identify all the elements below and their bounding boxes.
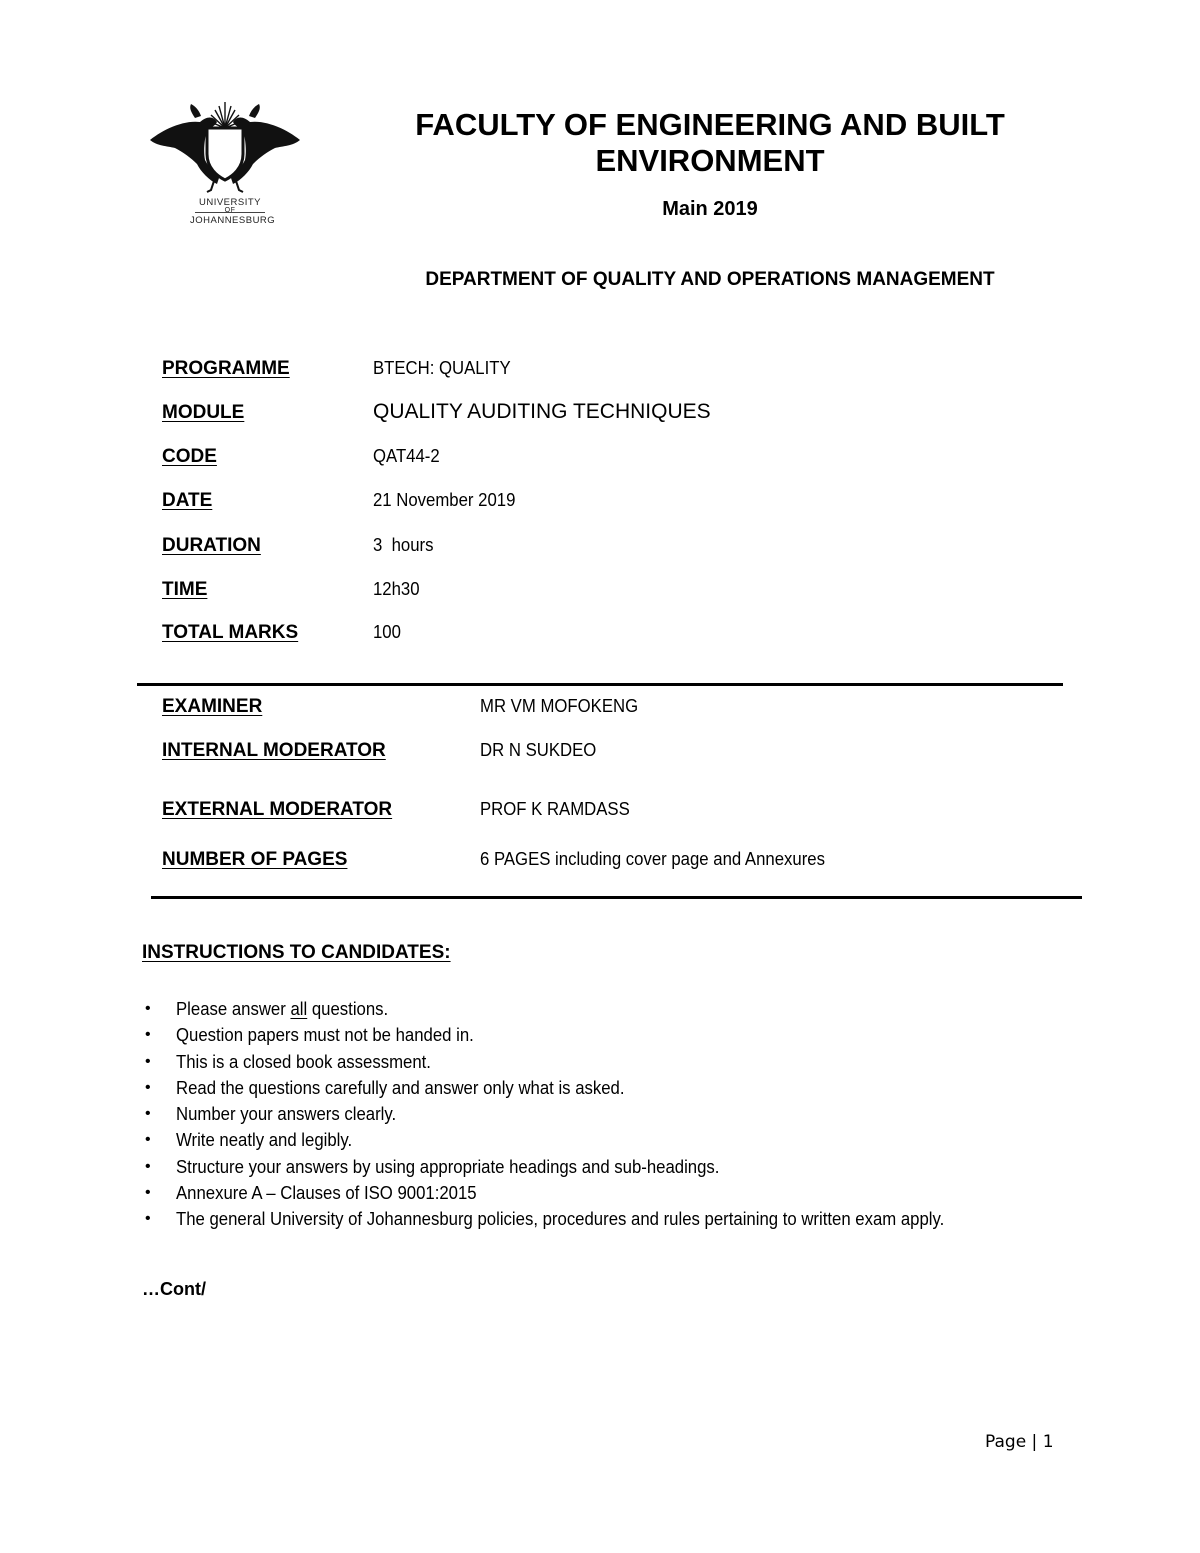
instruction-text-before: Please answer — [176, 999, 291, 1019]
number-of-pages-label: NUMBER OF PAGES — [162, 849, 348, 870]
bullet-icon: • — [145, 1078, 151, 1096]
instruction-item — [142, 1102, 1102, 1128]
duration-label: DURATION — [162, 535, 261, 556]
instruction-text — [176, 997, 388, 1021]
number-of-pages-value: 6 PAGES including cover page and Annexures — [480, 849, 825, 869]
instruction-item — [142, 1023, 1102, 1049]
code-value: QAT44-2 — [373, 446, 440, 466]
bullet-icon: • — [145, 1184, 151, 1202]
page-number: Page | 1 — [985, 1432, 1054, 1452]
instruction-item — [142, 1155, 1102, 1181]
section-divider-top — [137, 683, 1063, 686]
total-marks-label: TOTAL MARKS — [162, 622, 299, 643]
internal-moderator-label: INTERNAL MODERATOR — [162, 740, 386, 761]
faculty-title-line2: ENVIRONMENT — [595, 143, 825, 178]
instruction-item — [142, 997, 1102, 1023]
continuation-marker: …Cont/ — [142, 1279, 206, 1299]
instruction-text: Write neatly and legibly. — [176, 1130, 353, 1151]
examiner-label: EXAMINER — [162, 696, 263, 717]
instruction-text: Read the questions carefully and answer only what is asked. — [176, 1077, 625, 1098]
bullet-icon: • — [145, 1105, 151, 1123]
instruction-item — [142, 1128, 1102, 1154]
instruction-item — [142, 1181, 1102, 1207]
internal-moderator-value: DR N SUKDEO — [480, 740, 597, 760]
programme-value: BTECH: QUALITY — [373, 358, 511, 378]
instruction-text: Annexure A – Clauses of ISO 9001:2015 — [176, 1183, 477, 1204]
instructions-heading: INSTRUCTIONS TO CANDIDATES: — [142, 942, 451, 963]
bullet-icon: • — [145, 1052, 151, 1070]
department-title: DEPARTMENT OF QUALITY AND OPERATIONS MANAGEMENT — [425, 269, 995, 290]
faculty-title-line1: FACULTY OF ENGINEERING AND BUILT — [415, 107, 1005, 142]
time-value: 12h30 — [373, 579, 420, 599]
instruction-item — [142, 1207, 1102, 1233]
instructions-list — [142, 997, 1102, 1234]
code-label: CODE — [162, 446, 217, 467]
instruction-text: Number your answers clearly. — [176, 1104, 397, 1125]
examiner-value: MR VM MOFOKENG — [480, 696, 639, 716]
bullet-icon: • — [145, 1210, 151, 1228]
instruction-text: Structure your answers by using appropriate headings and sub-headings. — [176, 1156, 720, 1177]
logo-text-line3: JOHANNESBURG — [190, 215, 276, 226]
module-label: MODULE — [162, 402, 245, 423]
instruction-item — [142, 1050, 1102, 1076]
instruction-text: Question papers must not be handed in. — [176, 1025, 474, 1046]
instruction-text-after: questions. — [307, 999, 389, 1019]
external-moderator-label: EXTERNAL MODERATOR — [162, 799, 393, 820]
bullet-icon: • — [145, 1026, 151, 1044]
section-divider-bottom — [151, 896, 1082, 899]
instruction-emphasis: all — [290, 999, 308, 1019]
logo-text-line2: OF — [224, 207, 236, 214]
instruction-text: The general University of Johannesburg policies, procedures and rules pertaining to written exam apply. — [176, 1209, 945, 1230]
date-value: 21 November 2019 — [373, 490, 516, 510]
bullet-icon: • — [145, 1000, 151, 1017]
instruction-item — [142, 1076, 1102, 1102]
instruction-text: This is a closed book assessment. — [176, 1051, 431, 1072]
logo-text-line1: UNIVERSITY — [198, 197, 261, 208]
time-label: TIME — [162, 579, 208, 600]
university-crest-icon — [145, 98, 305, 203]
programme-label: PROGRAMME — [162, 358, 290, 379]
exam-session: Main 2019 — [662, 198, 758, 220]
bullet-icon: • — [145, 1157, 151, 1175]
date-label: DATE — [162, 490, 213, 511]
external-moderator-value: PROF K RAMDASS — [480, 799, 630, 819]
bullet-icon: • — [145, 1131, 151, 1149]
total-marks-value: 100 — [373, 622, 401, 642]
module-value: QUALITY AUDITING TECHNIQUES — [373, 400, 711, 423]
duration-value: 3 hours — [373, 535, 434, 555]
